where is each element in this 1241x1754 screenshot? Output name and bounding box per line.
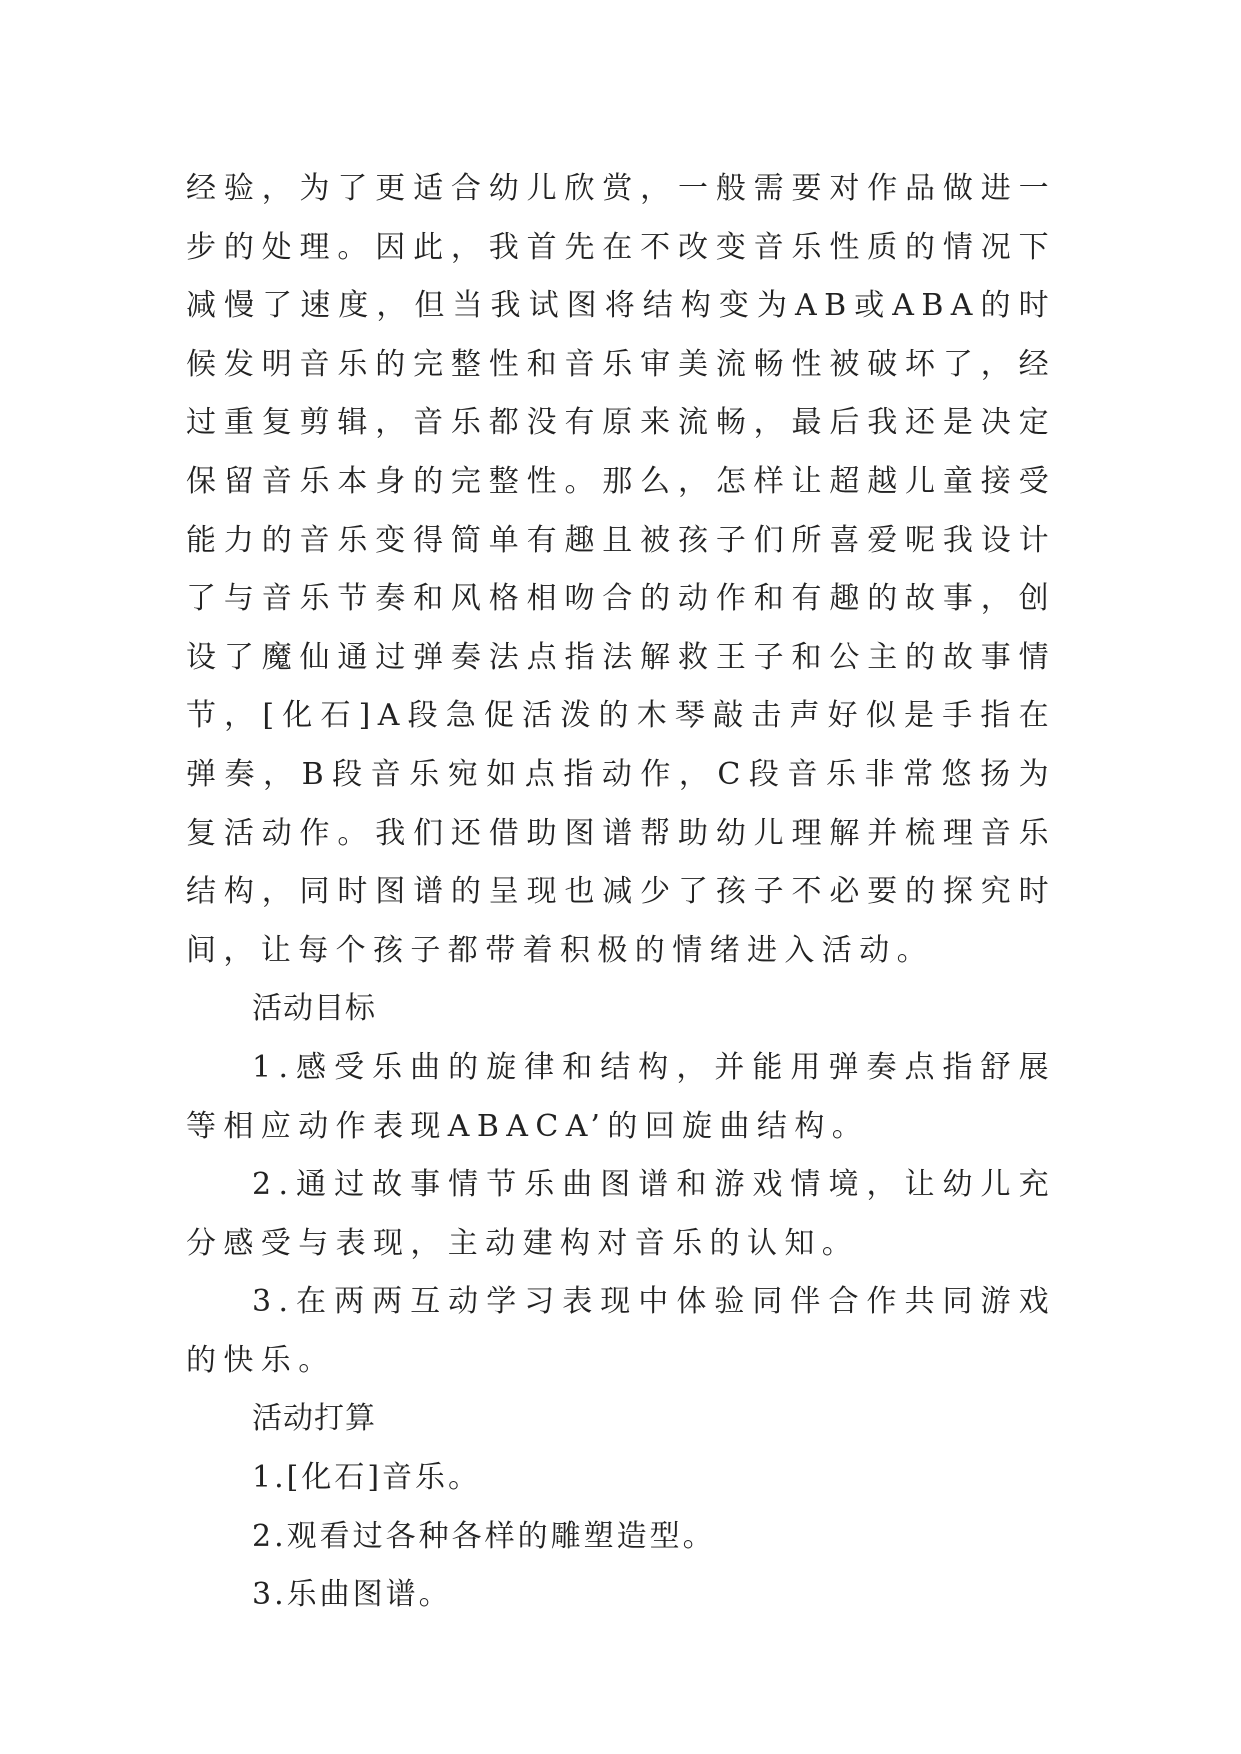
goal-item-2: 2.通过故事情节乐曲图谱和游戏情境，让幼儿充分感受与表现，主动建构对音乐的认知。	[186, 1167, 1056, 1261]
preparation-item-1: 1.[化石]音乐。	[252, 1460, 482, 1496]
goals-heading: 活动目标	[252, 991, 376, 1027]
goal-item-3: 3.在两两互动学习表现中体验同伴合作共同游戏的快乐。	[186, 1284, 1056, 1378]
preparation-item-3: 3.乐曲图谱。	[252, 1577, 452, 1613]
intro-paragraph: 经验，为了更适合幼儿欣赏，一般需要对作品做进一步的处理。因此，我首先在不改变音乐性质的情况下减慢了速度，但当我试图将结构变为AB或ABA的时候发明音乐的完整性和音乐审美流畅性被破坏了，经过重复剪辑，音乐都没有原来流畅，最后我还是决定保留音乐本身的完整性。那么，怎样让超越儿童接受能力的音乐变得简单有趣且被孩子们所喜爱呢我设计了与音乐节奏和风格相吻合的动作和有趣的故事，创设了魔仙通过弹奏法点指法解救王子和公主的故事情节，[化石]A段急促活泼的木琴敲击声好似是手指在弹奏，B段音乐宛如点指动作，C段音乐非常悠扬为复活动作。我们还借助图谱帮助幼儿理解并梳理音乐结构，同时图谱的呈现也减少了孩子不必要的探究时间，让每个孩子都带着积极的情绪进入活动。	[186, 171, 1056, 968]
preparation-heading: 活动打算	[252, 1401, 376, 1437]
goal-item-1: 1.感受乐曲的旋律和结构，并能用弹奏点指舒展等相应动作表现ABACA’的回旋曲结构。	[186, 1049, 1056, 1144]
preparation-item-2: 2.观看过各种各样的雕塑造型。	[252, 1518, 716, 1554]
document-body	[186, 160, 1056, 1625]
